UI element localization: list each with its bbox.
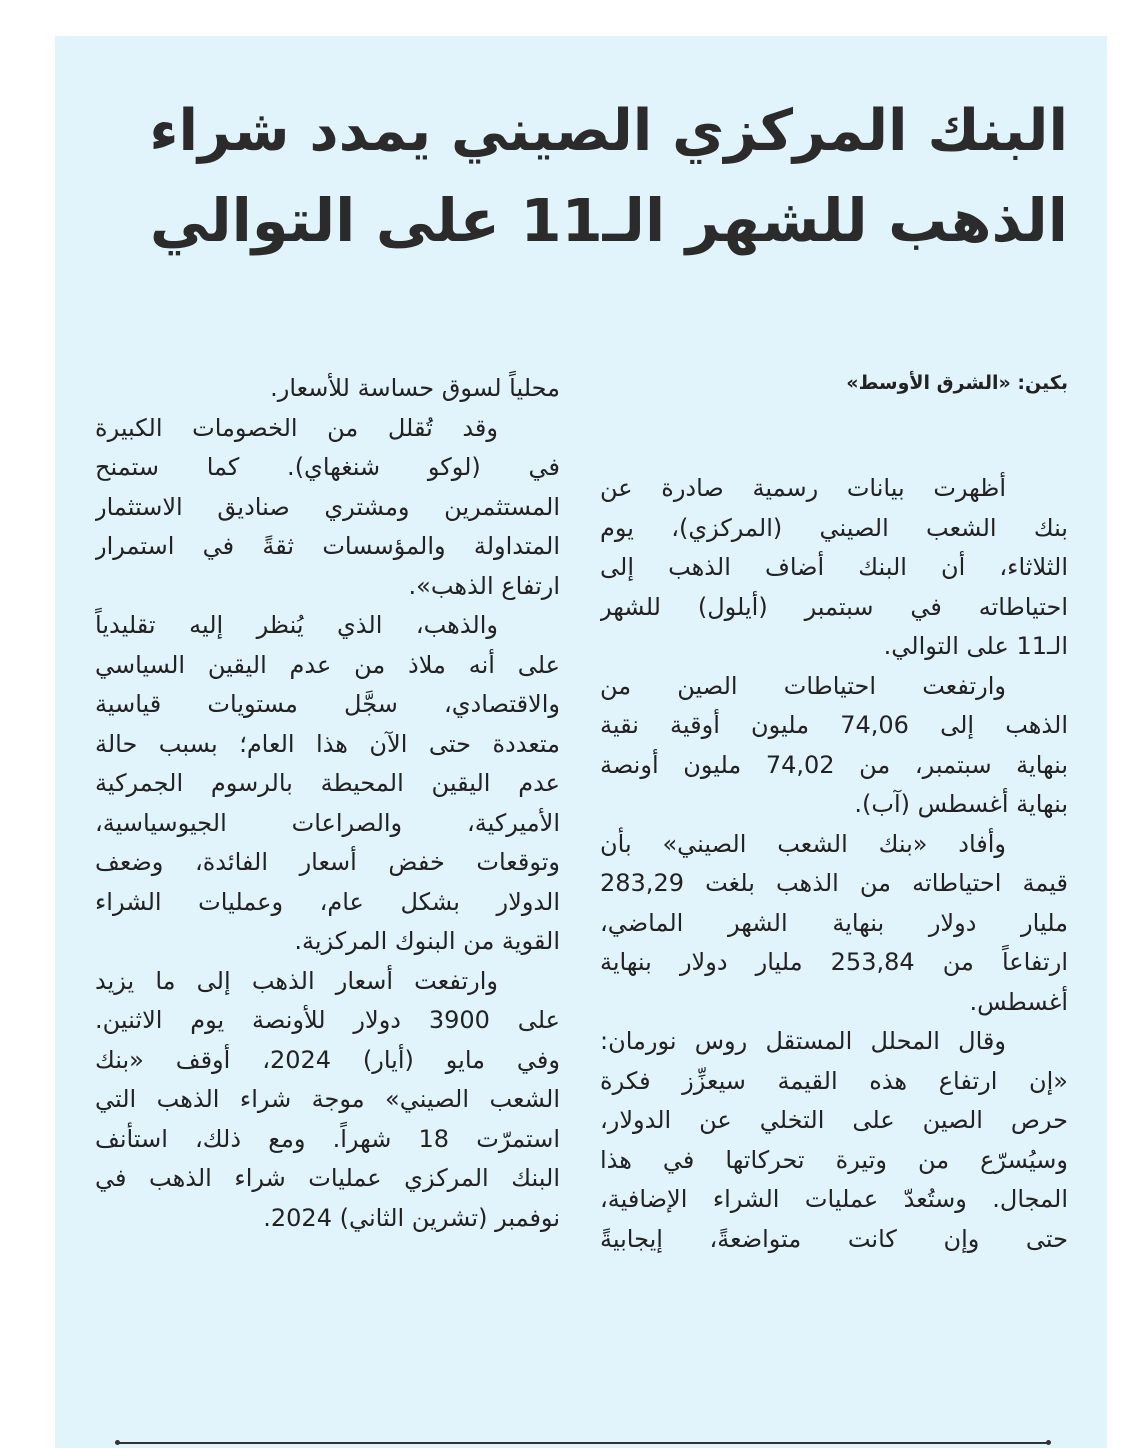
paragraph-line: ارتفاع الذهب». <box>408 571 560 600</box>
paragraph-line: الدولار بشكل عام، وعمليات الشراء <box>95 887 560 916</box>
paragraph-line: محلياً لسوق حساسة للأسعار. <box>270 374 560 402</box>
paragraph-line: الثلاثاء، أن البنك أضاف الذهب إلى <box>600 553 1068 581</box>
paragraph-line: وقد تُقلل من الخصومات الكبيرة <box>95 413 498 442</box>
paragraph-line: بنهاية أغسطس (آب). <box>854 790 1068 818</box>
paragraph-line: المجال. وستُعدّ عمليات الشراء الإضافية، <box>600 1185 1068 1213</box>
paragraph-line: والاقتصادي، سجَّل مستويات قياسية <box>95 690 560 718</box>
paragraph-line: الذهب إلى 74,06 مليون أوقية نقية <box>600 711 1068 739</box>
paragraph-line: حتى وإن كانت متواضعةً، إيجابيةً <box>600 1224 1068 1253</box>
paragraph-line: وفي مايو (أيار) 2024، أوقف «بنك <box>95 1045 560 1074</box>
paragraph-line: ارتفاعاً من 253,84 مليار دولار بنهاية <box>600 948 1068 976</box>
paragraph-line: الأميركية، والصراعات الجيوسياسية، <box>95 808 560 837</box>
article-column-right <box>600 469 1068 1259</box>
paragraph-line: أغسطس. <box>969 987 1068 1016</box>
paragraph-line: أظهرت بيانات رسمية صادرة عن <box>600 474 1006 502</box>
paragraph-line: على أنه ملاذ من عدم اليقين السياسي <box>95 650 560 679</box>
paragraph-line: على 3900 دولار للأونصة يوم الاثنين. <box>95 1006 560 1034</box>
paragraph-line: وتوقعات خفض أسعار الفائدة، وضعف <box>95 848 560 876</box>
paragraph-line: الشعب الصيني» موجة شراء الذهب التي <box>95 1085 560 1113</box>
paragraph-line: وأفاد «بنك الشعب الصيني» بأن <box>600 829 1006 858</box>
paragraph-line: وارتفعت أسعار الذهب إلى ما يزيد <box>95 966 498 995</box>
byline: بكين: «الشرق الأوسط» <box>846 372 1068 394</box>
paragraph-line: نوفمبر (تشرين الثاني) 2024. <box>263 1203 560 1232</box>
paragraph-line: الـ11 على التوالي. <box>883 632 1068 660</box>
paragraph-line: المتداولة والمؤسسات ثقةً في استمرار <box>95 532 560 560</box>
paragraph-line: وسيُسرّع من وتيرة تحركاتها في هذا <box>600 1145 1068 1174</box>
article-column-left <box>95 369 560 1238</box>
paragraph-line: البنك المركزي عمليات شراء الذهب في <box>95 1164 560 1192</box>
paragraph-line: احتياطاته في سبتمبر (أيلول) للشهر <box>600 592 1068 621</box>
paragraph-line: القوية من البنوك المركزية. <box>294 927 560 955</box>
headline-line: البنك المركزي الصيني يمدد شراء <box>149 98 1068 164</box>
paragraph-line: بنك الشعب الصيني (المركزي)، يوم <box>600 513 1068 542</box>
paragraph-line: المستثمرين ومشتري صناديق الاستثمار <box>95 492 560 521</box>
headline-line: الذهب للشهر الـ11 على التوالي <box>149 186 1068 255</box>
paragraph-line: بنهاية سبتمبر، من 74,02 مليون أونصة <box>600 750 1068 779</box>
paragraph-line: مليار دولار بنهاية الشهر الماضي، <box>600 908 1068 937</box>
paragraph-line: والذهب، الذي يُنظر إليه تقليدياً <box>95 611 498 639</box>
paragraph-line: وقال المحلل المستقل روس نورمان: <box>600 1027 1006 1055</box>
paragraph-line: في (لوكو شنغهاي). كما ستمنح <box>95 453 560 481</box>
paragraph-line: عدم اليقين المحيطة بالرسوم الجمركية <box>95 769 560 797</box>
paragraph-line: وارتفعت احتياطات الصين من <box>600 671 1006 700</box>
headline <box>150 86 1068 266</box>
bottom-divider <box>117 1442 1049 1444</box>
paragraph-line: «إن ارتفاع هذه القيمة سيعزِّز فكرة <box>600 1066 1068 1095</box>
paragraph-line: متعددة حتى الآن هذا العام؛ بسبب حالة <box>95 729 560 758</box>
paragraph-line: حرص الصين على التخلي عن الدولار، <box>600 1106 1068 1134</box>
paragraph-line: قيمة احتياطاته من الذهب بلغت 283,29 <box>600 869 1068 897</box>
paragraph-line: استمرّت 18 شهراً. ومع ذلك، استأنف <box>95 1124 560 1153</box>
